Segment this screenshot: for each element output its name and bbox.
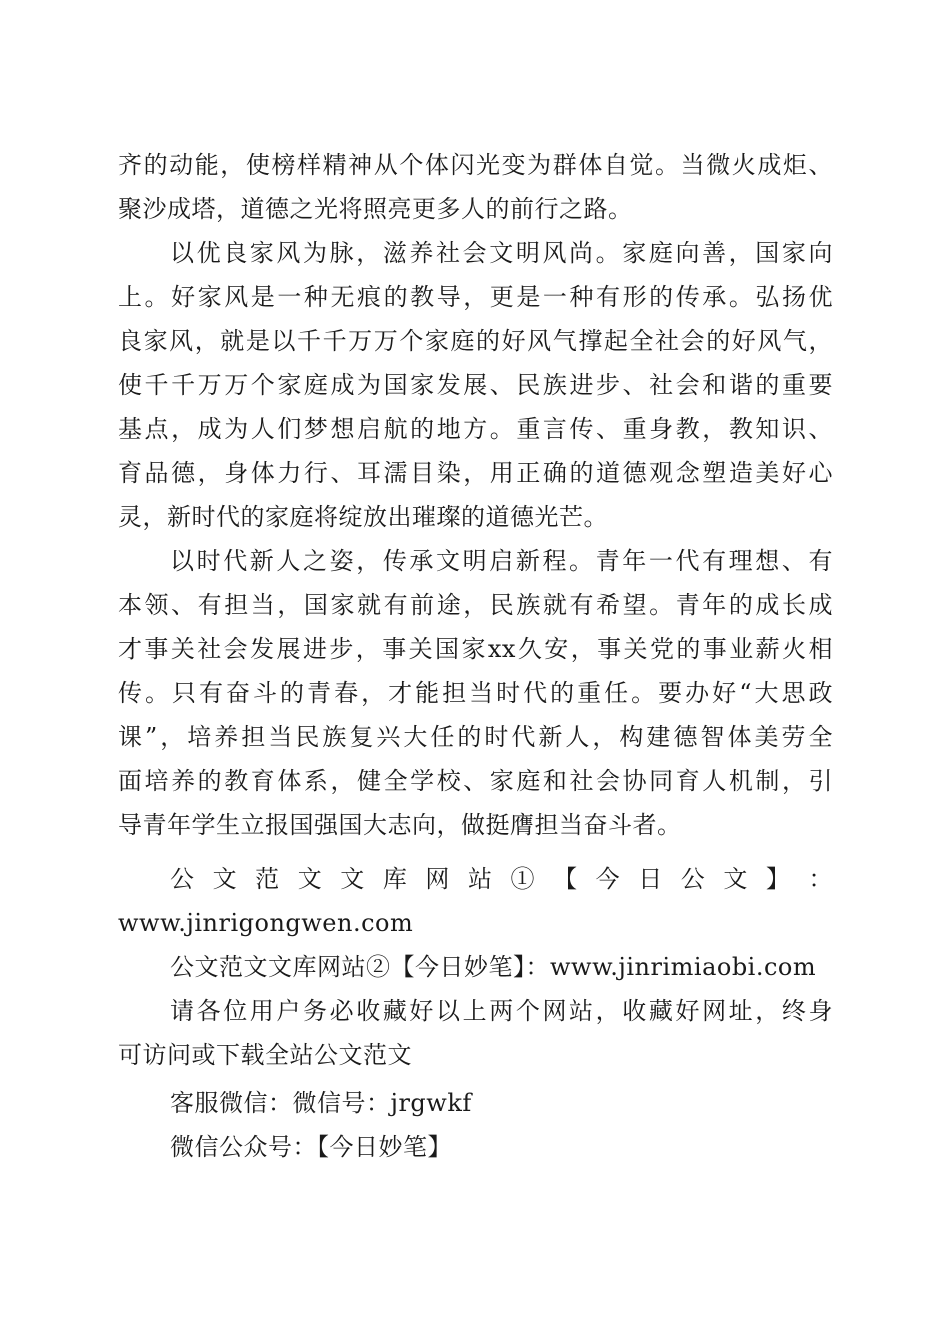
paragraph-line: 才事关社会发展进步，事关国家xx久安，事关党的事业薪火相 <box>118 635 833 663</box>
paragraph-line: 基点，成为人们梦想启航的地方。重言传、重身教，教知识、 <box>118 415 833 443</box>
paragraph-line: 聚沙成塔，道德之光将照亮更多人的前行之路。 <box>118 195 633 223</box>
paragraph-line: 育品德，身体力行、耳濡目染，用正确的道德观念塑造美好心 <box>118 459 833 487</box>
notice-line: 请各位用户务必收藏好以上两个网站，收藏好网址，终身 <box>170 997 833 1025</box>
paragraph-line: 良家风，就是以千千万万个家庭的好风气撑起全社会的好风气， <box>118 327 833 355</box>
paragraph-line: 传。只有奋斗的青春，才能担当时代的重任。要办好“大思政 <box>118 679 833 707</box>
paragraph-line: 齐的动能，使榜样精神从个体闪光变为群体自觉。当微火成炬、 <box>118 151 833 179</box>
website-2-line[interactable]: 公文范文文库网站②【今日妙笔】：www.jinrimiaobi.com <box>170 953 817 981</box>
website-1-label: 公 文 范 文 文 库 网 站 ① 【 今 日 公 文 】 ： <box>170 865 833 893</box>
paragraph-line: 本领、有担当，国家就有前途，民族就有希望。青年的成长成 <box>118 591 833 619</box>
paragraph-line: 以时代新人之姿，传承文明启新程。青年一代有理想、有 <box>170 547 833 575</box>
website-1-url[interactable]: www.jinrigongwen.com <box>118 909 414 937</box>
paragraph-line: 以优良家风为脉，滋养社会文明风尚。家庭向善，国家向 <box>170 239 833 267</box>
paragraph-line: 上。好家风是一种无痕的教导，更是一种有形的传承。弘扬优 <box>118 283 833 311</box>
notice-line: 可访问或下载全站公文范文 <box>118 1041 412 1069</box>
paragraph-line: 课”，培养担当民族复兴大任的时代新人，构建德智体美劳全 <box>118 723 833 751</box>
paragraph-line: 使千千万万个家庭成为国家发展、民族进步、社会和谐的重要 <box>118 371 833 399</box>
wechat-official-account: 微信公众号：【今日妙笔】 <box>170 1133 452 1161</box>
paragraph-line: 导青年学生立报国强国大志向，做挺膺担当奋斗者。 <box>118 811 682 839</box>
paragraph-line: 灵，新时代的家庭将绽放出璀璨的道德光芒。 <box>118 503 608 531</box>
customer-service-wechat: 客服微信：微信号：jrgwkf <box>170 1089 472 1117</box>
paragraph-line: 面培养的教育体系，健全学校、家庭和社会协同育人机制，引 <box>118 767 833 795</box>
